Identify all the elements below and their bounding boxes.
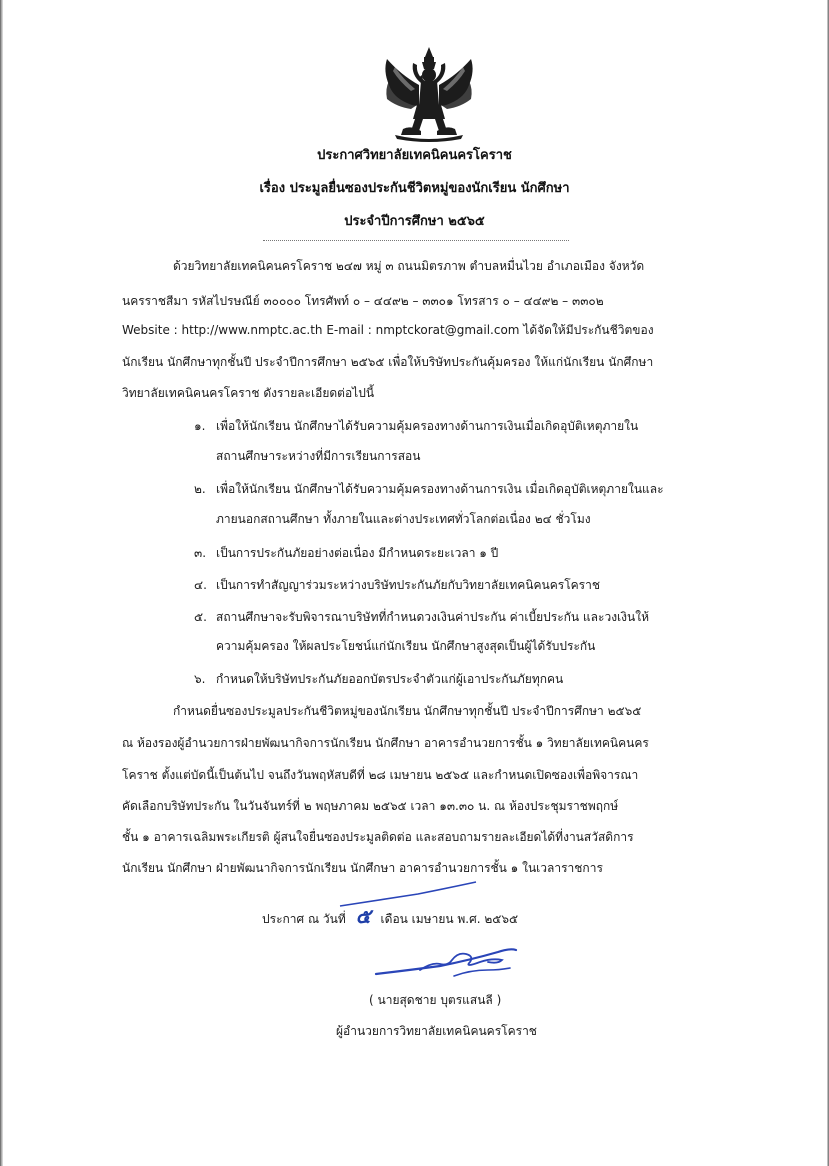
list-item xyxy=(194,670,563,689)
list-item-text: เป็นการประกันภัยอย่างต่อเนื่อง มีกำหนดระยะเวลา ๑ ปี xyxy=(216,546,499,560)
list-item-number: ๓. xyxy=(194,546,207,560)
announce-day-handwritten: ๕ xyxy=(355,904,371,928)
closing-line: ชั้น ๑ อาคารเฉลิมพระเกียรติ ผู้สนใจยื่นซองประมูลติดต่อ และสอบถามรายละเอียดได้ที่งานสวัสดิการ xyxy=(122,830,634,844)
list-item-continued: สถานศึกษาระหว่างที่มีการเรียนการสอน xyxy=(216,449,421,463)
list-item-text: เพื่อให้นักเรียน นักศึกษาได้รับความคุ้มครองทางด้านการเงินเมื่อเกิดอุบัติเหตุภายใน xyxy=(216,419,639,433)
list-item xyxy=(194,480,664,499)
intro-line: วิทยาลัยเทคนิคนครโคราช ดังรายละเอียดต่อไปนี้ xyxy=(122,386,375,400)
list-item xyxy=(194,576,600,595)
intro-line: ด้วยวิทยาลัยเทคนิคนครโคราช ๒๔๗ หมู่ ๓ ถนนมิตรภาพ ตำบลหมื่นไวย อำเภอเมือง จังหวัด xyxy=(173,259,645,273)
list-item xyxy=(194,417,638,436)
signature-icon xyxy=(370,940,520,982)
signatory-position: ผู้อำนวยการวิทยาลัยเทคนิคนครโคราช xyxy=(336,1024,537,1038)
intro-line: นักเรียน นักศึกษาทุกชั้นปี ประจำปีการศึกษา ๒๕๖๕ เพื่อให้บริษัทประกันคุ้มครอง ให้แก่นักเรียน นักศึกษา xyxy=(122,355,654,369)
announcement-year: ประจำปีการศึกษา ๒๕๖๕ xyxy=(344,214,485,229)
heading-divider xyxy=(263,240,569,241)
closing-line: นักเรียน นักศึกษา ฝ่ายพัฒนากิจการนักเรียน นักศึกษา อาคารอำนวยการชั้น ๑ ในเวลาราชการ xyxy=(122,861,603,875)
intro-line: นครราชสีมา รหัสไปรษณีย์ ๓๐๐๐๐ โทรศัพท์ ๐ – ๔๔๙๒ – ๓๓๐๑ โทรสาร ๐ – ๔๔๙๒ – ๓๓๐๒ xyxy=(122,294,604,308)
list-item-number: ๔. xyxy=(194,578,207,592)
list-item-text: กำหนดให้บริษัทประกันภัยออกบัตรประจำตัวแก่ผู้เอาประกันภัยทุกคน xyxy=(216,672,564,686)
list-item xyxy=(194,608,649,627)
list-item xyxy=(194,544,498,563)
list-item-number: ๒. xyxy=(194,482,206,496)
closing-line: กำหนดยื่นซองประมูลประกันชีวิตหมู่ของนักเรียน นักศึกษาทุกชั้นปี ประจำปีการศึกษา ๒๕๖๕ xyxy=(173,704,642,718)
closing-line: ณ ห้องรองผู้อำนวยการฝ่ายพัฒนากิจการนักเรียน นักศึกษา อาคารอำนวยการชั้น ๑ วิทยาลัยเทคนิคนคร xyxy=(122,736,649,750)
list-item-number: ๖. xyxy=(194,672,206,686)
handwritten-date-underline-icon xyxy=(338,876,478,916)
announce-date-suffix: เดือน เมษายน พ.ศ. ๒๕๖๕ xyxy=(380,912,519,926)
announce-date-prefix: ประกาศ ณ วันที่ xyxy=(262,912,346,926)
intro-line: Website : http://www.nmptc.ac.th E-mail : nmptckorat@gmail.com ได้จัดให้มีประกันชีวิตของ xyxy=(122,323,654,337)
list-item-continued: ความคุ้มครอง ให้ผลประโยชน์แก่นักเรียน นักศึกษาสูงสุดเป็นผู้ได้รับประกัน xyxy=(216,639,596,653)
list-item-number: ๑. xyxy=(194,419,206,433)
closing-line: โคราช ตั้งแต่บัดนี้เป็นต้นไป จนถึงวันพฤหัสบดีที่ ๒๘ เมษายน ๒๕๖๕ และกำหนดเปิดซองเพื่อพิจารณา xyxy=(122,768,639,782)
list-item-text: เพื่อให้นักเรียน นักศึกษาได้รับความคุ้มครองทางด้านการเงิน เมื่อเกิดอุบัติเหตุภายในและ xyxy=(216,482,664,496)
announcement-title: ประกาศวิทยาลัยเทคนิคนครโคราช xyxy=(317,148,512,163)
list-item-continued: ภายนอกสถานศึกษา ทั้งภายในและต่างประเทศทั่วโลกต่อเนื่อง ๒๔ ชั่วโมง xyxy=(216,512,591,526)
closing-line: คัดเลือกบริษัทประกัน ในวันจันทร์ที่ ๒ พฤษภาคม ๒๕๖๕ เวลา ๑๓.๓๐ น. ณ ห้องประชุมราชพฤกษ์ xyxy=(122,799,619,813)
list-item-text: สถานศึกษาจะรับพิจารณาบริษัทที่กำหนดวงเงินค่าประกัน ค่าเบี้ยประกัน และวงเงินให้ xyxy=(216,610,649,624)
scan-edge-left xyxy=(0,0,3,1166)
announcement-subject: เรื่อง ประมูลยื่นซองประกันชีวิตหมู่ของนักเรียน นักศึกษา xyxy=(259,181,570,196)
signatory-name: ( นายสุดชาย บุตรแสนลี ) xyxy=(369,993,502,1007)
list-item-text: เป็นการทำสัญญาร่วมระหว่างบริษัทประกันภัยกับวิทยาลัยเทคนิคนครโคราช xyxy=(216,578,600,592)
garuda-emblem-icon xyxy=(381,45,477,143)
list-item-number: ๕. xyxy=(194,610,207,624)
